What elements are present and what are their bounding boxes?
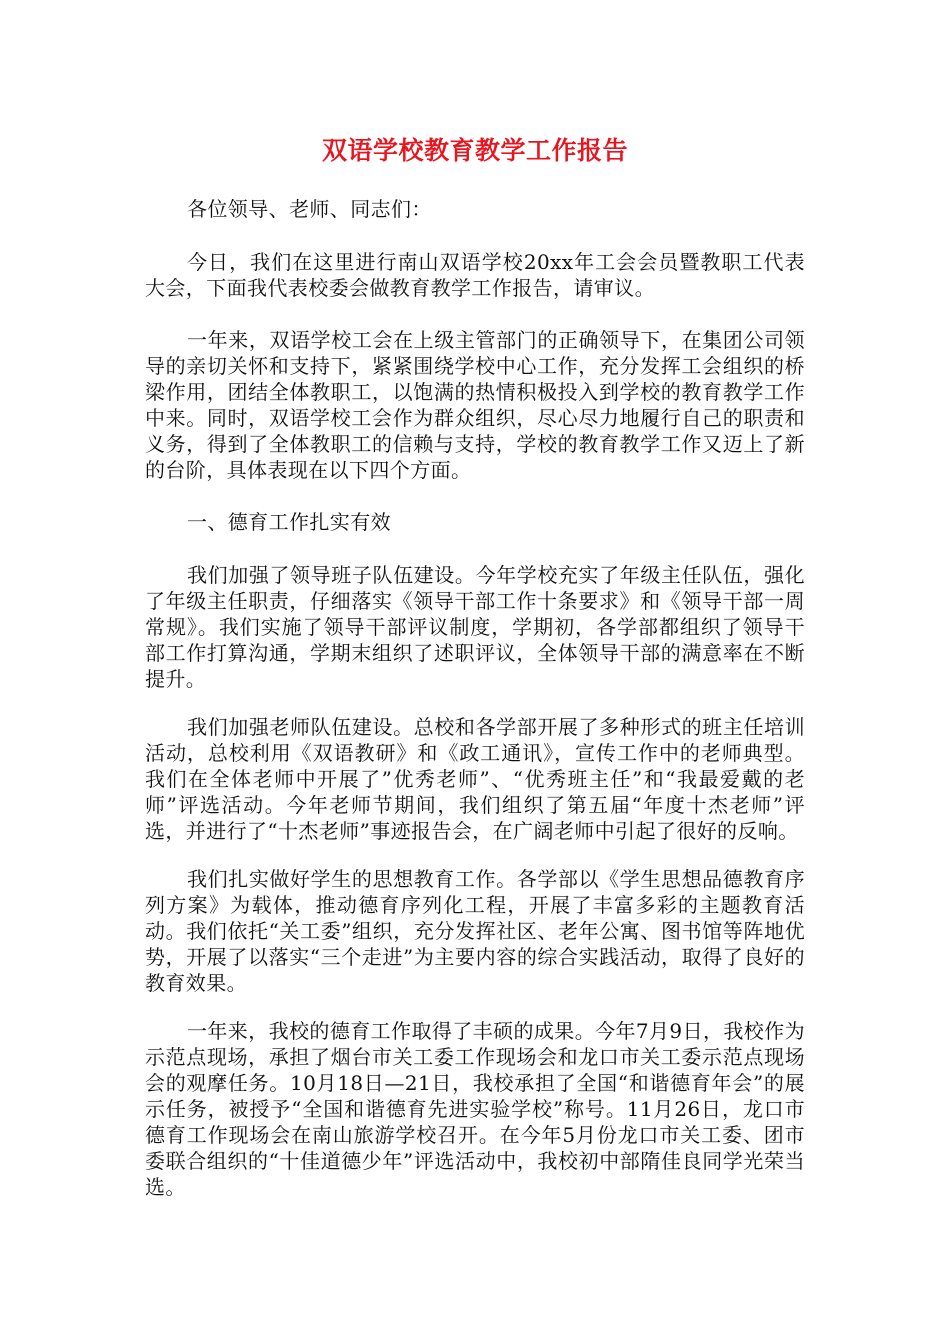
body-paragraph: 我们加强了领导班子队伍建设。今年学校充实了年级主任队伍，强化了年级主任职责，仔细落实《领导干部工作十条要求》和《领导干部一周常规》。我们实施了领导干部评议制度，学期初，各学部都组织了领导干部工作打算沟通，学期末组织了述职评议，全体领导干部的满意率在不断提升。 xyxy=(145,563,805,691)
greeting-paragraph: 各位领导、老师、同志们： xyxy=(187,197,432,221)
document-body xyxy=(145,196,805,1222)
body-paragraph: 我们扎实做好学生的思想教育工作。各学部以《学生思想品德教育序列方案》为载体，推动德育序列化工程，开展了丰富多彩的主题教育活动。我们依托“关工委”组织，充分发挥社区、老年公寓、图书馆等阵地优势，开展了以落实“三个走进”为主要内容的综合实践活动，取得了良好的教育效果。 xyxy=(145,867,805,995)
intro-paragraph: 今日，我们在这里进行南山双语学校20xx年工会会员暨教职工代表大会，下面我代表校委会做教育教学工作报告，请审议。 xyxy=(145,250,805,300)
body-paragraph: 一年来，我校的德育工作取得了丰硕的成果。今年7月9日，我校作为示范点现场，承担了烟台市关工委工作现场会和龙口市关工委示范点现场会的观摩任务。10月18日—21日，我校承担了全国“和谐德育年会”的展示任务，被授予“全国和谐德育先进实验学校”称号。11月26日，龙口市德育工作现场会在南山旅游学校召开。在今年5月份龙口市关工委、团市委联合组织的“十佳道德少年”评选活动中，我校初中部隋佳良同学光荣当选。 xyxy=(145,1019,805,1199)
section-heading: 一、德育工作扎实有效 xyxy=(187,510,391,534)
overview-paragraph: 一年来，双语学校工会在上级主管部门的正确领导下，在集团公司领导的亲切关怀和支持下，紧紧围绕学校中心工作，充分发挥工会组织的桥梁作用，团结全体教职工，以饱满的热情积极投入到学校的教育教学工作中来。同时，双语学校工会作为群众组织，尽心尽力地履行自己的职责和义务，得到了全体教职工的信赖与支持，学校的教育教学工作又迈上了新的台阶，具体表现在以下四个方面。 xyxy=(145,328,805,482)
document-title: 双语学校教育教学工作报告 xyxy=(321,136,628,165)
body-paragraph: 我们加强老师队伍建设。总校和各学部开展了多种形式的班主任培训活动，总校利用《双语教研》和《政工通讯》，宣传工作中的老师典型。我们在全体老师中开展了”优秀老师”、“优秀班主任”和“我最爱戴的老师”评选活动。今年老师节期间，我们组织了第五届“年度十杰老师”评选，并进行了“十杰老师”事迹报告会，在广阔老师中引起了很好的反响。 xyxy=(145,715,805,843)
